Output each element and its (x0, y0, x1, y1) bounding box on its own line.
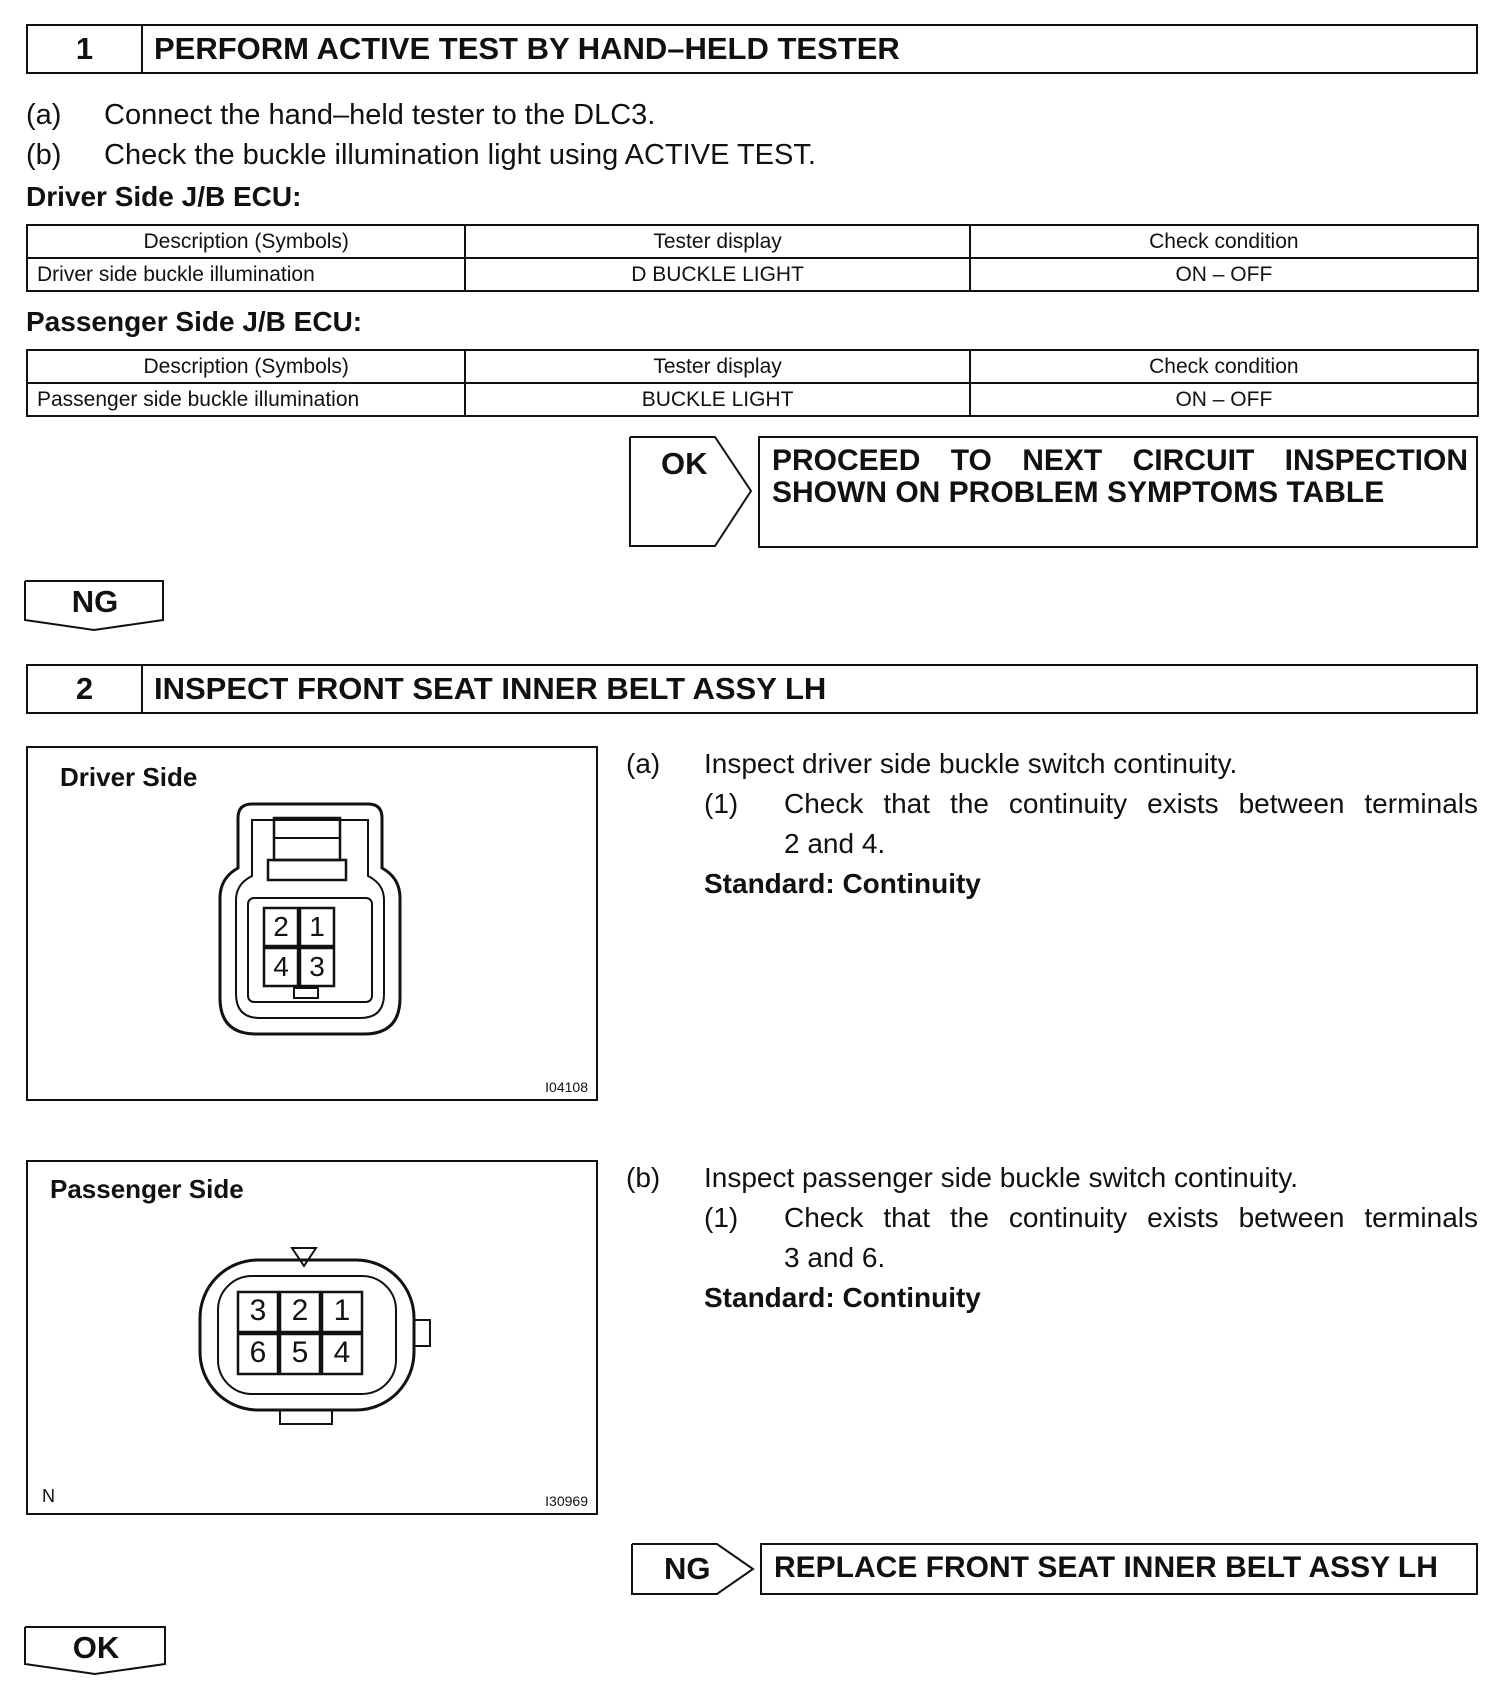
inspect-a-sub-text: Check that the continuity exists between terminals (784, 788, 1478, 819)
inspect-b-sub-text-cont: 3 and 6. (784, 1242, 886, 1273)
ok-result-box (758, 436, 1478, 548)
instruction-text: Check the buckle illumination light using ACTIVE TEST. (104, 139, 816, 171)
instruction-label: (b) (26, 139, 62, 171)
passenger-active-test-table (26, 349, 1479, 417)
cell-description: Passenger side buckle illumination (27, 383, 465, 416)
header-check-condition: Check condition (970, 350, 1478, 383)
inspect-b-sub-label: (1) (704, 1202, 739, 1233)
instruction-a (26, 99, 655, 132)
table-row (27, 258, 1478, 291)
driver-connector-diagram (26, 746, 598, 1101)
table-header-row (27, 225, 1478, 258)
header-description: Description (Symbols) (27, 350, 465, 383)
terminal-5: 5 (291, 1336, 309, 1369)
corner-mark: N (42, 1486, 55, 1506)
header-tester-display: Tester display (465, 225, 969, 258)
instruction-b (26, 139, 816, 172)
ng-label: NG (664, 1551, 711, 1586)
terminal-2: 2 (273, 911, 289, 942)
step-1-header (26, 24, 1478, 74)
ng-result-box (760, 1543, 1478, 1595)
step-number: 2 (28, 666, 143, 712)
terminal-6: 6 (249, 1336, 267, 1369)
ng-label: NG (71, 584, 119, 619)
diagram-caption: Passenger Side (50, 1174, 244, 1204)
ok-label: OK (661, 446, 708, 481)
table-row (27, 383, 1478, 416)
terminal-4: 4 (273, 951, 289, 982)
inspect-b-label: (b) (626, 1162, 661, 1193)
passenger-ecu-heading: Passenger Side J/B ECU: (26, 306, 363, 337)
ng-result-text: REPLACE FRONT SEAT INNER BELT ASSY LH (774, 1551, 1438, 1584)
table-header-row (27, 350, 1478, 383)
ok-result-line-1: PROCEED TO NEXT CIRCUIT INSPECTION (772, 444, 1468, 477)
terminal-4: 4 (333, 1336, 351, 1369)
instruction-text: Connect the hand–held tester to the DLC3. (104, 99, 656, 131)
ok-result-line-2: SHOWN ON PROBLEM SYMPTOMS TABLE (772, 476, 1385, 509)
cell-check-condition: ON – OFF (970, 383, 1478, 416)
inspect-a-sub-text-cont: 2 and 4. (784, 828, 886, 859)
figure-code: I04108 (545, 1079, 588, 1095)
inspect-a-text: Inspect driver side buckle switch continuity. (704, 748, 1238, 779)
header-check-condition: Check condition (970, 225, 1478, 258)
terminal-3: 3 (309, 951, 325, 982)
driver-ecu-heading: Driver Side J/B ECU: (26, 181, 302, 212)
cell-description: Driver side buckle illumination (27, 258, 465, 291)
cell-tester-display: BUCKLE LIGHT (465, 383, 969, 416)
terminal-2: 2 (291, 1294, 309, 1327)
cell-tester-display: D BUCKLE LIGHT (465, 258, 969, 291)
passenger-connector-diagram (26, 1160, 598, 1515)
inspect-a-label: (a) (626, 748, 661, 779)
driver-active-test-table (26, 224, 1479, 292)
inspect-b-sub-text: Check that the continuity exists between terminals (784, 1202, 1478, 1233)
header-tester-display: Tester display (465, 350, 969, 383)
header-description: Description (Symbols) (27, 225, 465, 258)
step-number: 1 (28, 26, 143, 72)
terminal-1: 1 (333, 1294, 351, 1327)
step-title: PERFORM ACTIVE TEST BY HAND–HELD TESTER (154, 31, 900, 66)
inspect-b-text: Inspect passenger side buckle switch continuity. (704, 1162, 1299, 1193)
step-2-header (26, 664, 1478, 714)
diagram-caption: Driver Side (60, 762, 198, 792)
inspect-a-sub-label: (1) (704, 788, 739, 819)
terminal-1: 1 (309, 911, 325, 942)
terminal-3: 3 (249, 1294, 267, 1327)
ok-label: OK (72, 1630, 120, 1665)
step-title: INSPECT FRONT SEAT INNER BELT ASSY LH (154, 671, 827, 706)
figure-code: I30969 (545, 1493, 588, 1509)
inspect-a-standard: Standard: Continuity (704, 868, 981, 899)
instruction-label: (a) (26, 99, 62, 131)
cell-check-condition: ON – OFF (970, 258, 1478, 291)
inspect-b-standard: Standard: Continuity (704, 1282, 981, 1313)
